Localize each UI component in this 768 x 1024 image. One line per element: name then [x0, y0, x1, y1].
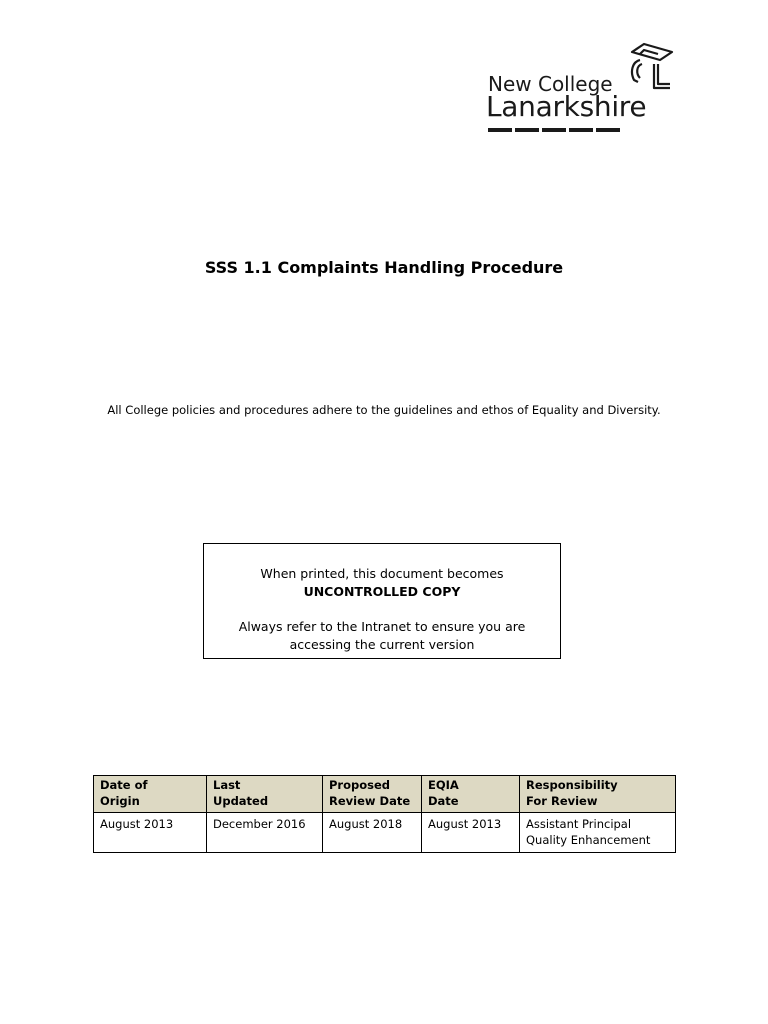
header-proposed-review-date	[323, 776, 422, 813]
college-logo	[486, 42, 676, 137]
logo-text-new-college: New College	[488, 72, 613, 96]
header-text: Last	[213, 778, 241, 792]
uncontrolled-copy-notice	[203, 543, 561, 659]
notice-line-intranet: Always refer to the Intranet to ensure you are	[238, 619, 526, 634]
header-text: Origin	[100, 794, 140, 808]
header-text: EQIA	[428, 778, 459, 792]
header-text: Date of	[100, 778, 148, 792]
cell-proposed-review-date	[323, 813, 422, 853]
cell-eqia-date	[422, 813, 520, 853]
header-text: For Review	[526, 794, 598, 808]
equality-statement: All College policies and procedures adhere to the guidelines and ethos of Equality and Diversity.	[107, 403, 661, 417]
header-date-of-origin	[94, 776, 207, 813]
cell-text: August 2018	[329, 817, 403, 831]
ncl-monogram-icon	[626, 42, 676, 94]
table-header-row	[94, 776, 676, 813]
logo-dashes	[488, 128, 623, 132]
header-text: Date	[428, 794, 459, 808]
cell-date-of-origin	[94, 813, 207, 853]
cell-text: August 2013	[428, 817, 502, 831]
header-text: Proposed	[329, 778, 391, 792]
document-title: SSS 1.1 Complaints Handling Procedure	[204, 258, 564, 277]
header-responsibility	[520, 776, 676, 813]
document-control-table	[93, 775, 676, 853]
header-text: Review Date	[329, 794, 411, 808]
cell-text: Quality Enhancement	[526, 833, 651, 847]
table-row	[94, 813, 676, 853]
cell-last-updated	[207, 813, 323, 853]
header-text: Responsibility	[526, 778, 618, 792]
cell-text: December 2016	[213, 817, 306, 831]
notice-line-uncontrolled: UNCONTROLLED COPY	[303, 584, 461, 599]
logo-text-lanarkshire: Lanarkshire	[486, 90, 647, 123]
notice-line-version: accessing the current version	[289, 637, 475, 652]
header-text: Updated	[213, 794, 269, 808]
cell-text: Assistant Principal	[526, 817, 632, 831]
cell-responsibility	[520, 813, 676, 853]
cell-text: August 2013	[100, 817, 174, 831]
notice-line-printed: When printed, this document becomes	[260, 566, 504, 581]
header-eqia-date	[422, 776, 520, 813]
header-last-updated	[207, 776, 323, 813]
